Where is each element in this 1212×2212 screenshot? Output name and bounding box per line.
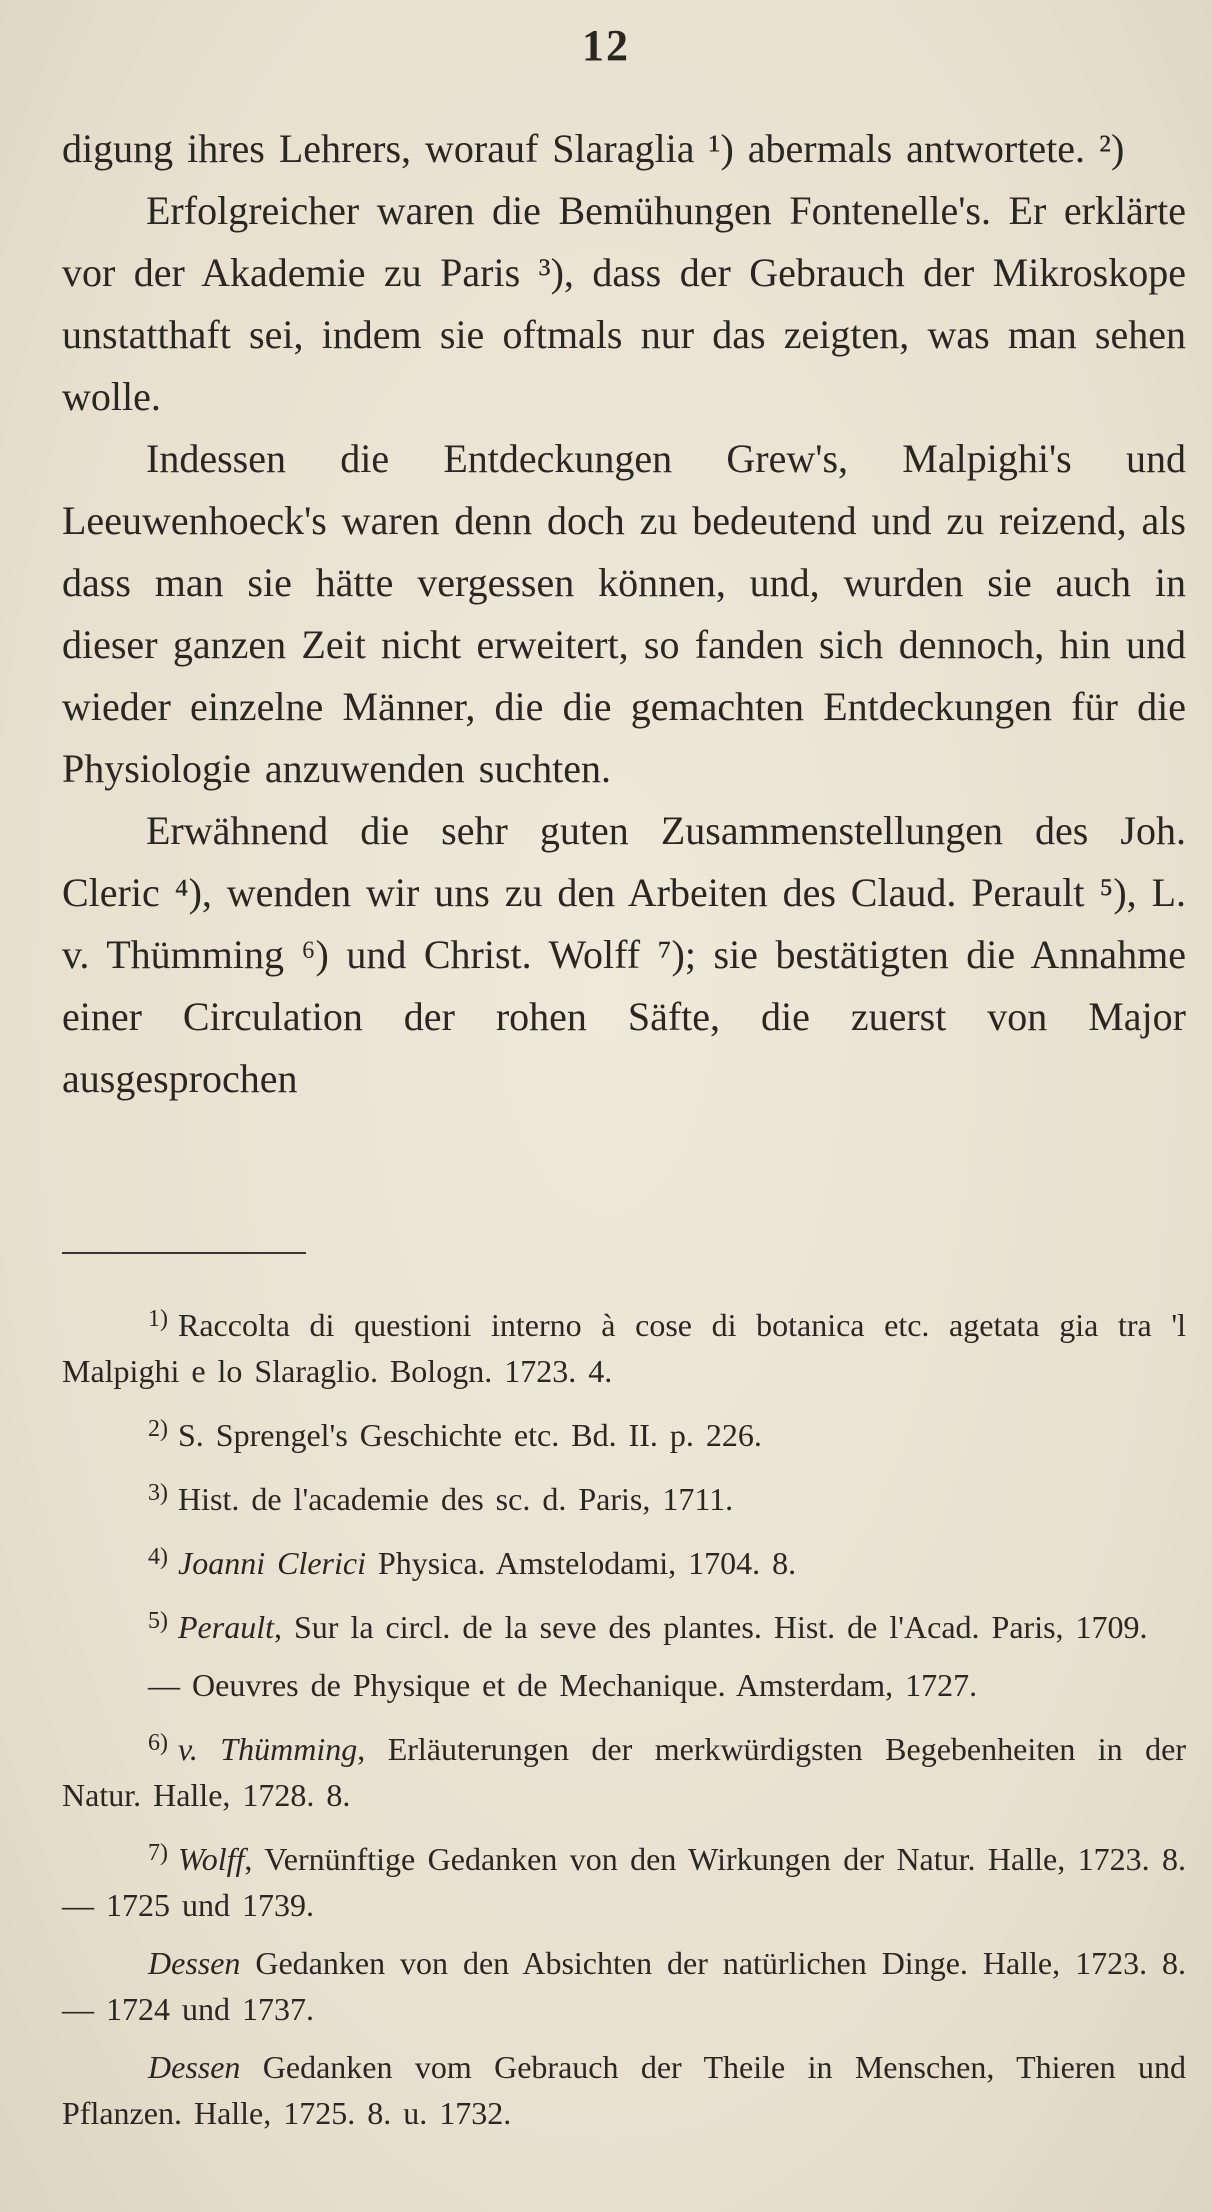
- paragraph-discoveries: Indessen die Entdeckungen Grew's, Malpighi's und Leeuwenhoeck's waren denn doch zu bedeutend und zu reizend, als dass man sie hätte vergessen können, und, wurden sie auch in dieser ganzen Zeit nicht erweitert, so fanden sich dennoch, hin und wieder einzelne Männer, die die gemachten Entdeckungen für die Physiologie anzuwenden suchten.: [62, 436, 1186, 791]
- footnote-7-continued-b: Dessen Gedanken vom Gebrauch der Theile in Menschen, Thieren und Pflanzen. Halle, 1725. 8. u. 1732.: [62, 2049, 1186, 2131]
- footnote-marker: 3): [148, 1480, 168, 1506]
- footnote-7-continued-a: Dessen Gedanken von den Absichten der natürlichen Dinge. Halle, 1723. 8. — 1724 und 1737.: [62, 1945, 1186, 2027]
- footnote-marker: 6): [148, 1730, 168, 1756]
- footnote-1: $^{1)}$ Raccolta di questioni interno à cose di botanica etc. agetata gia tra 'l Malpighi e lo Slaraglio. Bologn. 1723. 4.: [62, 1306, 1186, 1389]
- paragraph-fontenelle: Erfolgreicher waren die Bemühungen Fontenelle's. Er erklärte vor der Akademie zu Paris ³), dass der Gebrauch der Mikroskope unstatthaft sei, indem sie oftmals nur das zeigten, was man sehen wolle.: [62, 188, 1186, 419]
- footnote-marker: 5): [148, 1608, 168, 1634]
- paragraph-works: Erwähnend die sehr guten Zusammenstellungen des Joh. Cleric ⁴), wenden wir uns zu den Arbeiten des Claud. Perault ⁵), L. v. Thümming ⁶) und Christ. Wolff ⁷); sie bestätigten die Annahme einer Circulation der rohen Säfte, die zuerst von Major ausgesprochen: [62, 808, 1186, 1101]
- footnotes: [62, 1296, 1186, 2148]
- footnote-2: $^{2)}$ S. Sprengel's Geschichte etc. Bd. II. p. 226.: [148, 1416, 762, 1453]
- footnote-marker: 2): [148, 1416, 168, 1442]
- paragraph-continuation: digung ihres Lehrers, worauf Slaraglia ¹) abermals antwortete. ²): [62, 126, 1125, 171]
- footnote-marker: 4): [148, 1544, 168, 1570]
- footnote-5-continued: — Oeuvres de Physique et de Mechanique. Amsterdam, 1727.: [148, 1667, 978, 1703]
- footnote-3: $^{3)}$ Hist. de l'academie des sc. d. Paris, 1711.: [148, 1480, 734, 1517]
- footnote-5: $^{5)}$ Perault, Sur la circl. de la seve des plantes. Hist. de l'Acad. Paris, 1709.: [148, 1608, 1148, 1645]
- footnote-6: $^{6)}$ v. Thümming, Erläuterungen der merkwürdigsten Begebenheiten in der Natur. Halle, 1728. 8.: [62, 1730, 1187, 1813]
- main-text: [62, 118, 1186, 1110]
- footnote-marker: 1): [148, 1306, 168, 1332]
- footnote-divider: [62, 1252, 306, 1254]
- footnote-4: $^{4)}$ Joanni Clerici Physica. Amstelodami, 1704. 8.: [148, 1544, 797, 1581]
- footnote-7: $^{7)}$ Wolff, Vernünftige Gedanken von den Wirkungen der Natur. Halle, 1723. 8. — 1725 und 1739.: [62, 1840, 1186, 1923]
- footnote-marker: 7): [148, 1840, 168, 1866]
- page-number: 12: [582, 21, 630, 70]
